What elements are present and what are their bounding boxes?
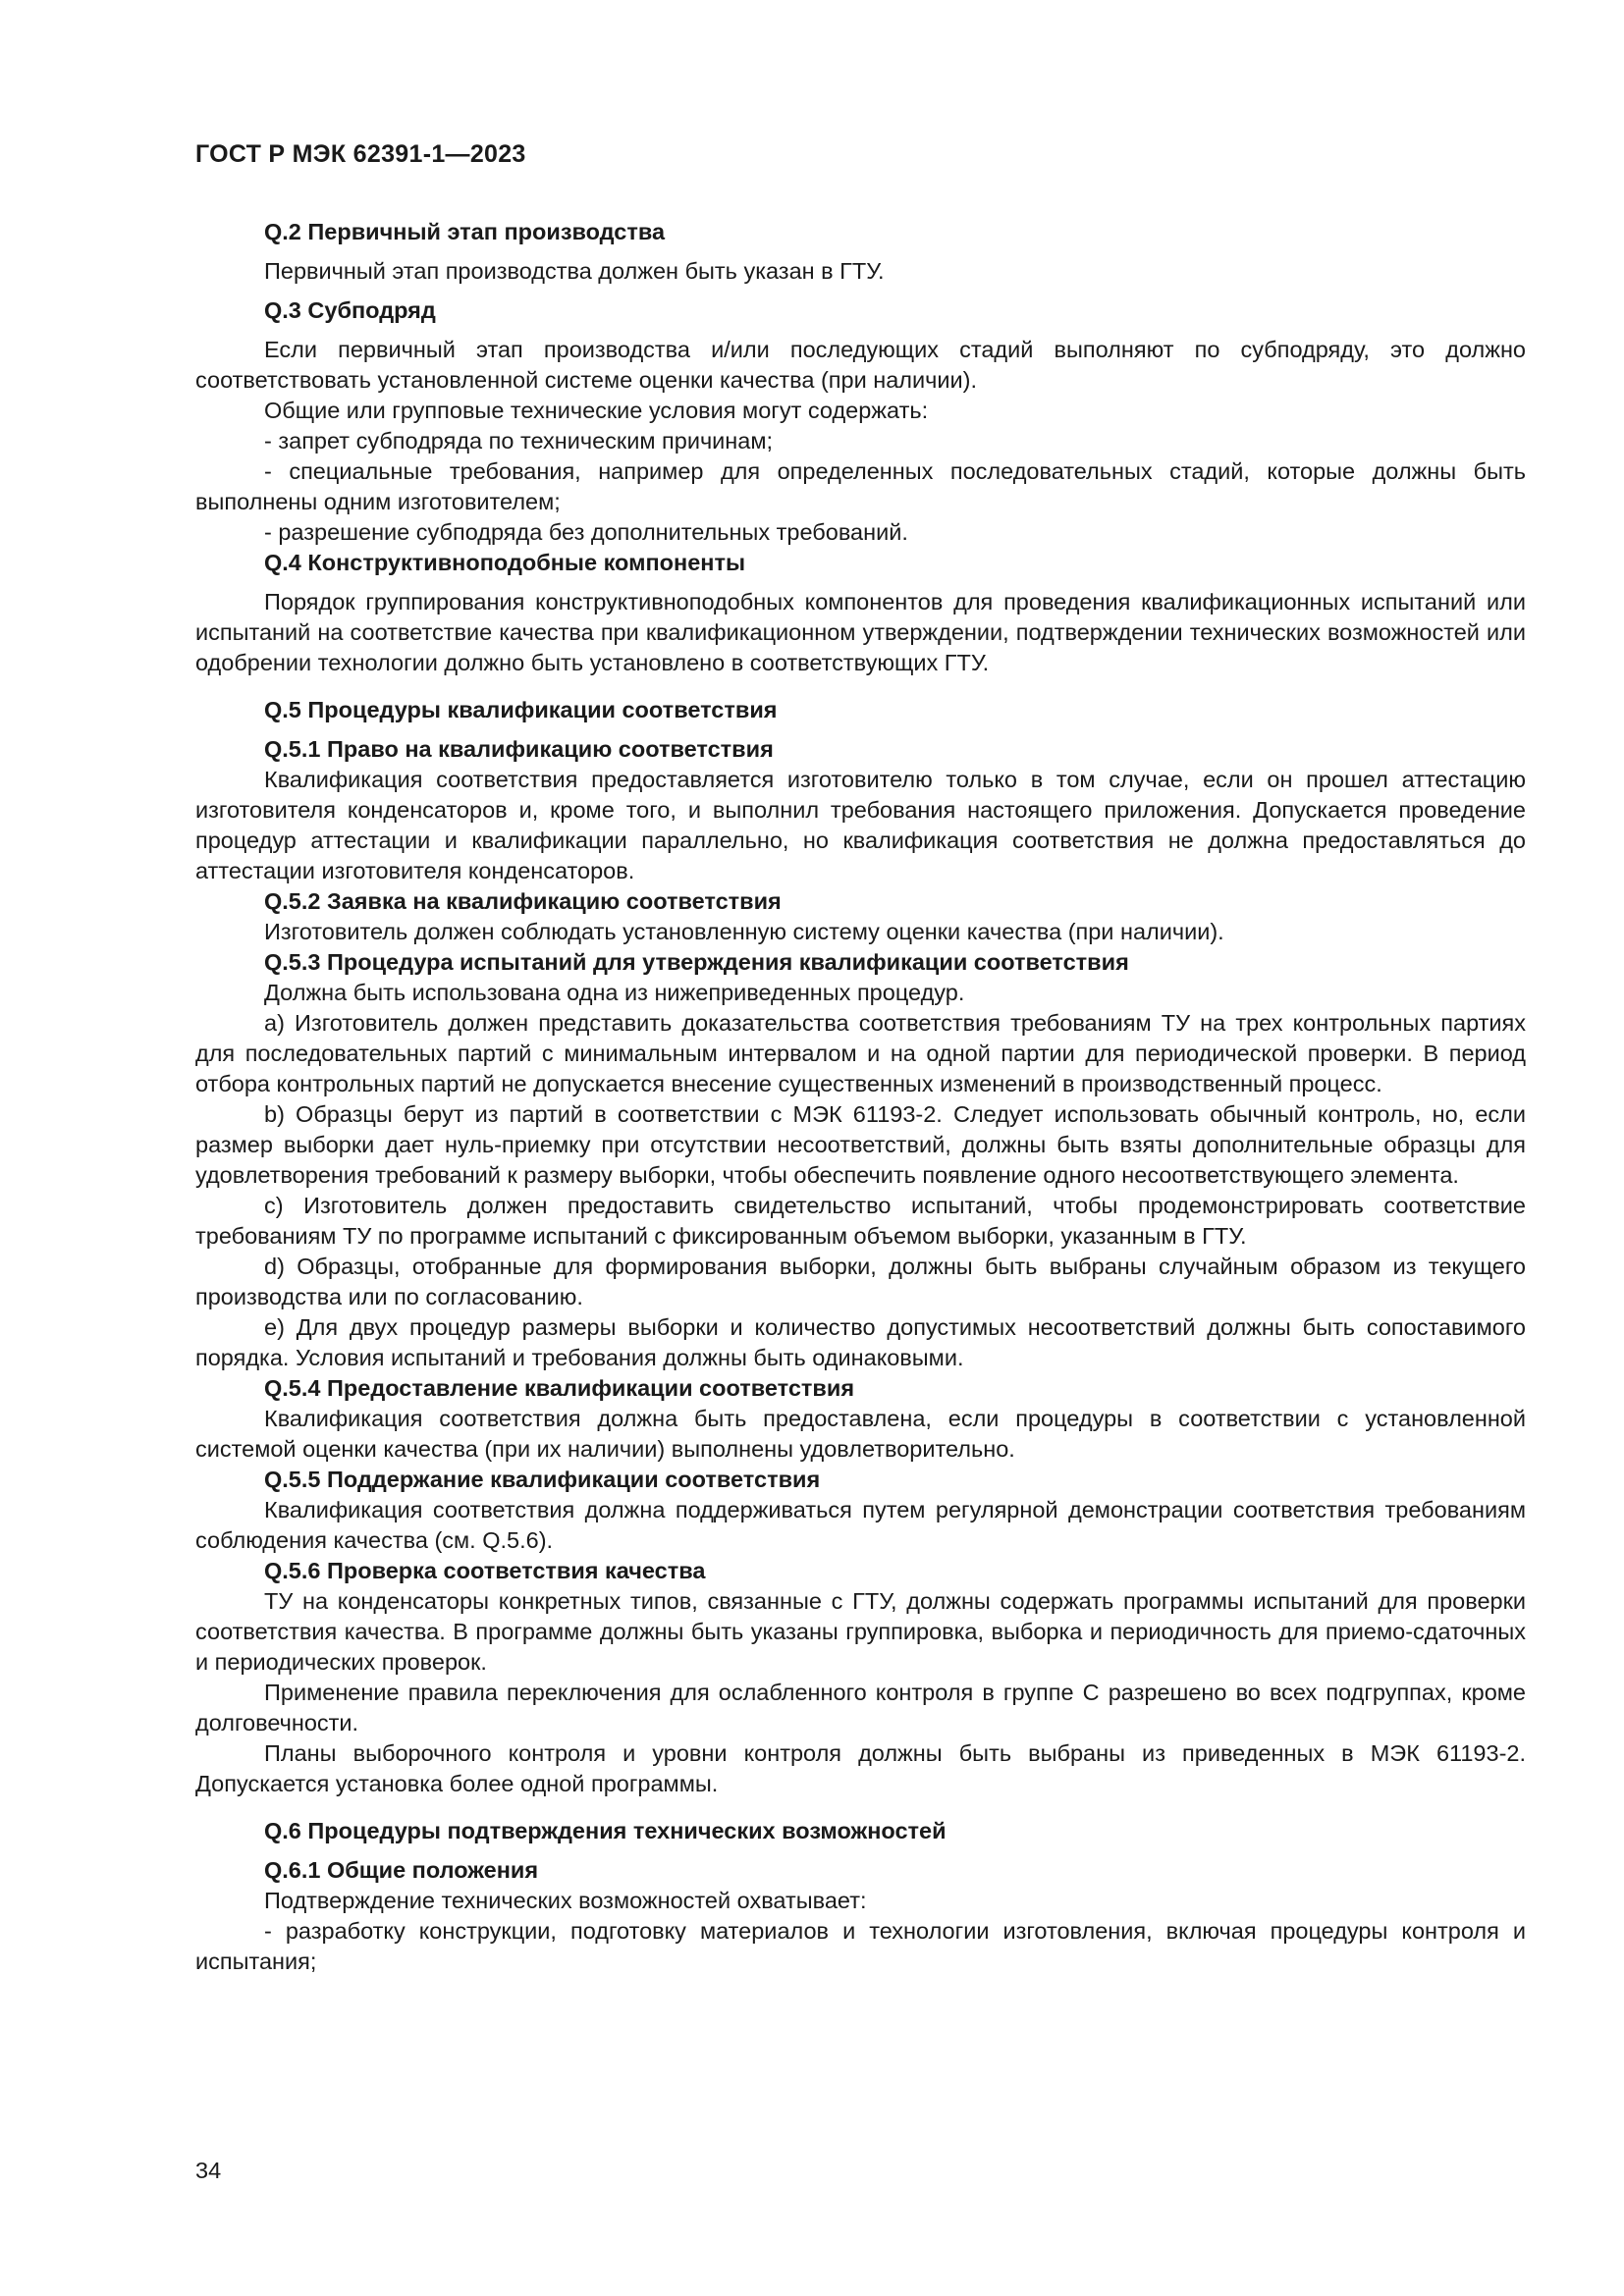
- paragraph: Квалификация соответствия должна поддерживаться путем регулярной демонстрации соответствия требованиям соблюдения качества (см. Q.5.6).: [195, 1497, 1526, 1553]
- list-item: - разработку конструкции, подготовку материалов и технологии изготовления, включая процедуры контроля и испытания;: [195, 1918, 1526, 1974]
- paragraph: Применение правила переключения для ослабленного контроля в группе С разрешено во всех подгруппах, кроме долговечности.: [195, 1680, 1526, 1735]
- paragraph: Общие или групповые технические условия могут содержать:: [264, 398, 929, 423]
- list-item-b: b) Образцы берут из партий в соответствии с МЭК 61193-2. Следует использовать обычный контроль, но, если размер выборки дает нуль-приемку при отсутствии несоответствий, должны быть взяты дополнительные образцы для удовлетворения требований к размеру выборки, чтобы обеспечить появление одного несоответствующего элемента.: [195, 1101, 1526, 1188]
- list-item-d: d) Образцы, отобранные для формирования выборки, должны быть выбраны случайным образом из текущего производства или по согласованию.: [195, 1254, 1526, 1309]
- paragraph: ТУ на конденсаторы конкретных типов, связанные с ГТУ, должны содержать программы испытаний для проверки соответствия качества. В программе должны быть указаны группировка, выборка и периодичность для приемо-сдаточных и периодических проверок.: [195, 1588, 1526, 1675]
- list-item-c: c) Изготовитель должен предоставить свидетельство испытаний, чтобы продемонстрировать соответствие требованиям ТУ по программе испытаний с фиксированным объемом выборки, указанным в ГТУ.: [195, 1193, 1526, 1249]
- list-item-a: a) Изготовитель должен представить доказательства соответствия требованиям ТУ на трех контрольных партиях для последовательных партий с минимальным интервалом и на одной партии для периодической проверки. В период отбора контрольных партий не допускается внесение существенных изменений в производственный процесс.: [195, 1010, 1526, 1096]
- paragraph: Порядок группирования конструктивноподобных компонентов для проведения квалификационных испытаний или испытаний на соответствие качества при квалификационном утверждении, подтверждении технических возможностей или одобрении технологии должно быть установлено в соответствующих ГТУ.: [195, 589, 1526, 675]
- subsection-heading-q6-1: Q.6.1 Общие положения: [264, 1857, 539, 1883]
- section-heading-q2: Q.2 Первичный этап производства: [264, 219, 666, 244]
- subsection-heading-q5-6: Q.5.6 Проверка соответствия качества: [264, 1558, 706, 1583]
- paragraph: Квалификация соответствия предоставляется изготовителю только в том случае, если он прошел аттестацию изготовителя конденсаторов и, кроме того, и выполнил требования настоящего приложения. Допускается проведение процедур аттестации и квалификации параллельно, но квалификация соответствия не должна предоставляться до аттестации изготовителя конденсаторов.: [195, 767, 1526, 883]
- subsection-heading-q5-1: Q.5.1 Право на квалификацию соответствия: [264, 736, 774, 762]
- paragraph: Первичный этап производства должен быть указан в ГТУ.: [264, 258, 885, 284]
- subsection-heading-q5-2: Q.5.2 Заявка на квалификацию соответствия: [264, 888, 782, 914]
- paragraph: Изготовитель должен соблюдать установленную систему оценки качества (при наличии).: [264, 919, 1224, 944]
- subsection-heading-q5-4: Q.5.4 Предоставление квалификации соответствия: [264, 1375, 855, 1401]
- paragraph: Планы выборочного контроля и уровни контроля должны быть выбраны из приведенных в МЭК 61193-2. Допускается установка более одной программы.: [195, 1740, 1526, 1796]
- list-item-e: e) Для двух процедур размеры выборки и количество допустимых несоответствий должны быть сопоставимого порядка. Условия испытаний и требования должны быть одинаковыми.: [195, 1314, 1526, 1370]
- paragraph: Квалификация соответствия должна быть предоставлена, если процедуры в соответствии с установленной системой оценки качества (при их наличии) выполнены удовлетворительно.: [195, 1406, 1526, 1462]
- subsection-heading-q5-3: Q.5.3 Процедура испытаний для утверждения квалификации соответствия: [264, 949, 1129, 975]
- paragraph: Если первичный этап производства и/или последующих стадий выполняют по субподряду, это должно соответствовать установленной системе оценки качества (при наличии).: [195, 337, 1526, 393]
- section-heading-q4: Q.4 Конструктивноподобные компоненты: [264, 550, 746, 575]
- page-number: 34: [195, 2158, 222, 2183]
- list-item: - специальные требования, например для определенных последовательных стадий, которые должны быть выполнены одним изготовителем;: [195, 458, 1526, 514]
- document-page: [195, 142, 1526, 1977]
- list-item: - разрешение субподряда без дополнительных требований.: [264, 519, 908, 545]
- section-heading-q3: Q.3 Субподряд: [264, 297, 436, 323]
- section-heading-q6: Q.6 Процедуры подтверждения технических возможностей: [264, 1818, 947, 1843]
- section-heading-q5: Q.5 Процедуры квалификации соответствия: [264, 697, 778, 722]
- paragraph: Должна быть использована одна из нижеприведенных процедур.: [264, 980, 965, 1005]
- list-item: - запрет субподряда по техническим причинам;: [264, 428, 774, 454]
- document-header: ГОСТ Р МЭК 62391-1—2023: [195, 140, 526, 168]
- paragraph: Подтверждение технических возможностей охватывает:: [264, 1888, 867, 1913]
- subsection-heading-q5-5: Q.5.5 Поддержание квалификации соответствия: [264, 1467, 821, 1492]
